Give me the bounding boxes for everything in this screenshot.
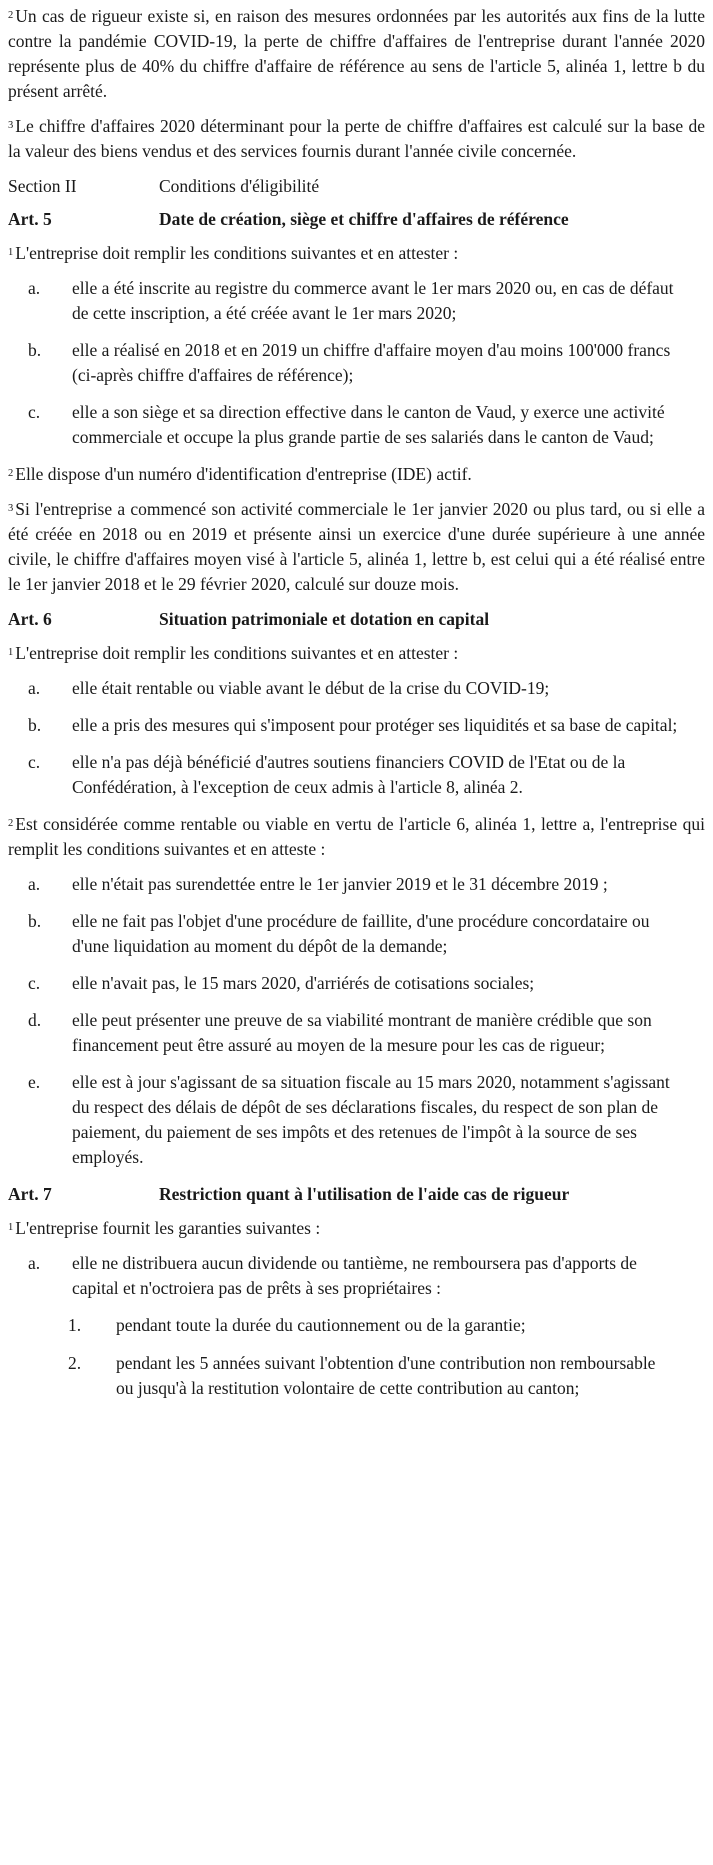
list-item: d. elle peut présenter une preuve de sa viabilité montrant de manière crédible que son financement peut être assuré au moyen de la mesure pour les cas de rigueur; [28, 1010, 652, 1055]
list-item: c. elle n'avait pas, le 15 mars 2020, d'arriérés de cotisations sociales; [28, 973, 535, 993]
paragraph-number: 2 [8, 10, 14, 21]
art7-paragraph-1: $^1$ L'entreprise fournit les garanties suivantes : [8, 1218, 321, 1238]
art4-paragraph-3: $^3$ Le chiffre d'affaires 2020 déterminant pour la perte de chiffre d'affaires est calculé sur la base de la valeur des biens vendus et des services fournis durant l'année civile concernée. [8, 116, 705, 161]
section-label: Section II [8, 176, 77, 196]
art5-paragraph-1: $^1$ L'entreprise doit remplir les conditions suivantes et en attester : [8, 243, 459, 263]
list-item: a. elle a été inscrite au registre du commerce avant le 1er mars 2020 ou, en cas de défaut de cette inscription, a été créée avant le 1er mars 2020; [28, 278, 674, 323]
paragraph-number: 3 [8, 503, 14, 514]
list-item: a. elle était rentable ou viable avant le début de la crise du COVID-19; [28, 678, 550, 698]
art6-paragraph-1: $^1$ L'entreprise doit remplir les conditions suivantes et en attester : [8, 643, 459, 663]
list-item: a. elle ne distribuera aucun dividende ou tantième, ne remboursera pas d'apports de capital et n'octroiera pas de prêts à ses propriétaires : [28, 1253, 637, 1298]
art6-paragraph-2: $^2$ Est considérée comme rentable ou viable en vertu de l'article 6, alinéa 1, lettre a, l'entreprise qui remplit les conditions suivantes et en atteste : [8, 814, 705, 859]
article-title: Date de création, siège et chiffre d'affaires de référence [159, 209, 569, 229]
list-item: b. elle a réalisé en 2018 et en 2019 un chiffre d'affaire moyen d'au moins 100'000 francs (ci-après chiffre d'affaires de référence); [28, 340, 671, 385]
list-item: c. elle a son siège et sa direction effective dans le canton de Vaud, y exerce une activité commerciale et occupe la plus grande partie de ses salariés dans le canton de Vaud; [28, 402, 665, 447]
section-title: Conditions d'éligibilité [159, 176, 320, 196]
paragraph-number: 1 [8, 247, 14, 258]
article-title: Situation patrimoniale et dotation en capital [159, 609, 490, 629]
article-number: Art. 5 [8, 209, 52, 229]
article-6-heading [8, 607, 705, 632]
paragraph-number: 2 [8, 818, 14, 829]
art4-paragraph-2: $^2$ Un cas de rigueur existe si, en raison des mesures ordonnées par les autorités aux fins de la lutte contre la pandémie COVID-19, la perte de chiffre d'affaires de l'entreprise durant l'année 2020 représente plus de 40% du chiffre d'affaire de référence au sens de l'article 5, alinéa 1, lettre b du présent arrêté. [8, 6, 705, 101]
list-item: a. elle n'était pas surendettée entre le 1er janvier 2019 et le 31 décembre 2019 ; [28, 874, 608, 894]
article-number: Art. 7 [8, 1184, 52, 1204]
list-item: e. elle est à jour s'agissant de sa situation fiscale au 15 mars 2020, notamment s'agissant du respect des délais de dépôt de ses déclarations fiscales, du respect de son plan de paiement, du paiement de ses impôts et des retenues de l'impôt à la source de ses employés. [28, 1072, 670, 1167]
list-item: b. elle a pris des mesures qui s'imposent pour protéger ses liquidités et sa base de capital; [28, 715, 678, 735]
paragraph-number: 3 [8, 120, 14, 131]
paragraph-number: 1 [8, 1222, 14, 1233]
article-number: Art. 6 [8, 609, 52, 629]
paragraph-number: 2 [8, 468, 14, 479]
sub-list-item: 1. pendant toute la durée du cautionnement ou de la garantie; [68, 1315, 526, 1335]
sub-list-item: 2. pendant les 5 années suivant l'obtention d'une contribution non remboursable ou jusqu'à la restitution volontaire de cette contribution au canton; [68, 1353, 656, 1398]
art5-paragraph-2: $^2$ Elle dispose d'un numéro d'identification d'entreprise (IDE) actif. [8, 464, 472, 484]
section-heading [8, 174, 705, 199]
article-title: Restriction quant à l'utilisation de l'aide cas de rigueur [159, 1184, 570, 1204]
list-item: c. elle n'a pas déjà bénéficié d'autres soutiens financiers COVID de l'Etat ou de la Confédération, à l'exception de ceux admis à l'article 8, alinéa 2. [28, 752, 626, 797]
list-item: b. elle ne fait pas l'objet d'une procédure de faillite, d'une procédure concordataire ou d'une liquidation au moment du dépôt de la demande; [28, 911, 650, 956]
art5-paragraph-3: $^3$ Si l'entreprise a commencé son activité commerciale le 1er janvier 2020 ou plus tard, ou si elle a été créée en 2018 ou en 2019 et présente ainsi un exercice d'une durée supérieure à une année civile, le chiffre d'affaires moyen visé à l'article 5, alinéa 1, lettre b, est celui qui a été réalisé entre le 1er janvier 2018 et le 29 février 2020, calculé sur douze mois. [8, 499, 705, 594]
article-5-heading [8, 207, 705, 232]
article-7-heading [8, 1182, 705, 1207]
paragraph-number: 1 [8, 647, 14, 658]
